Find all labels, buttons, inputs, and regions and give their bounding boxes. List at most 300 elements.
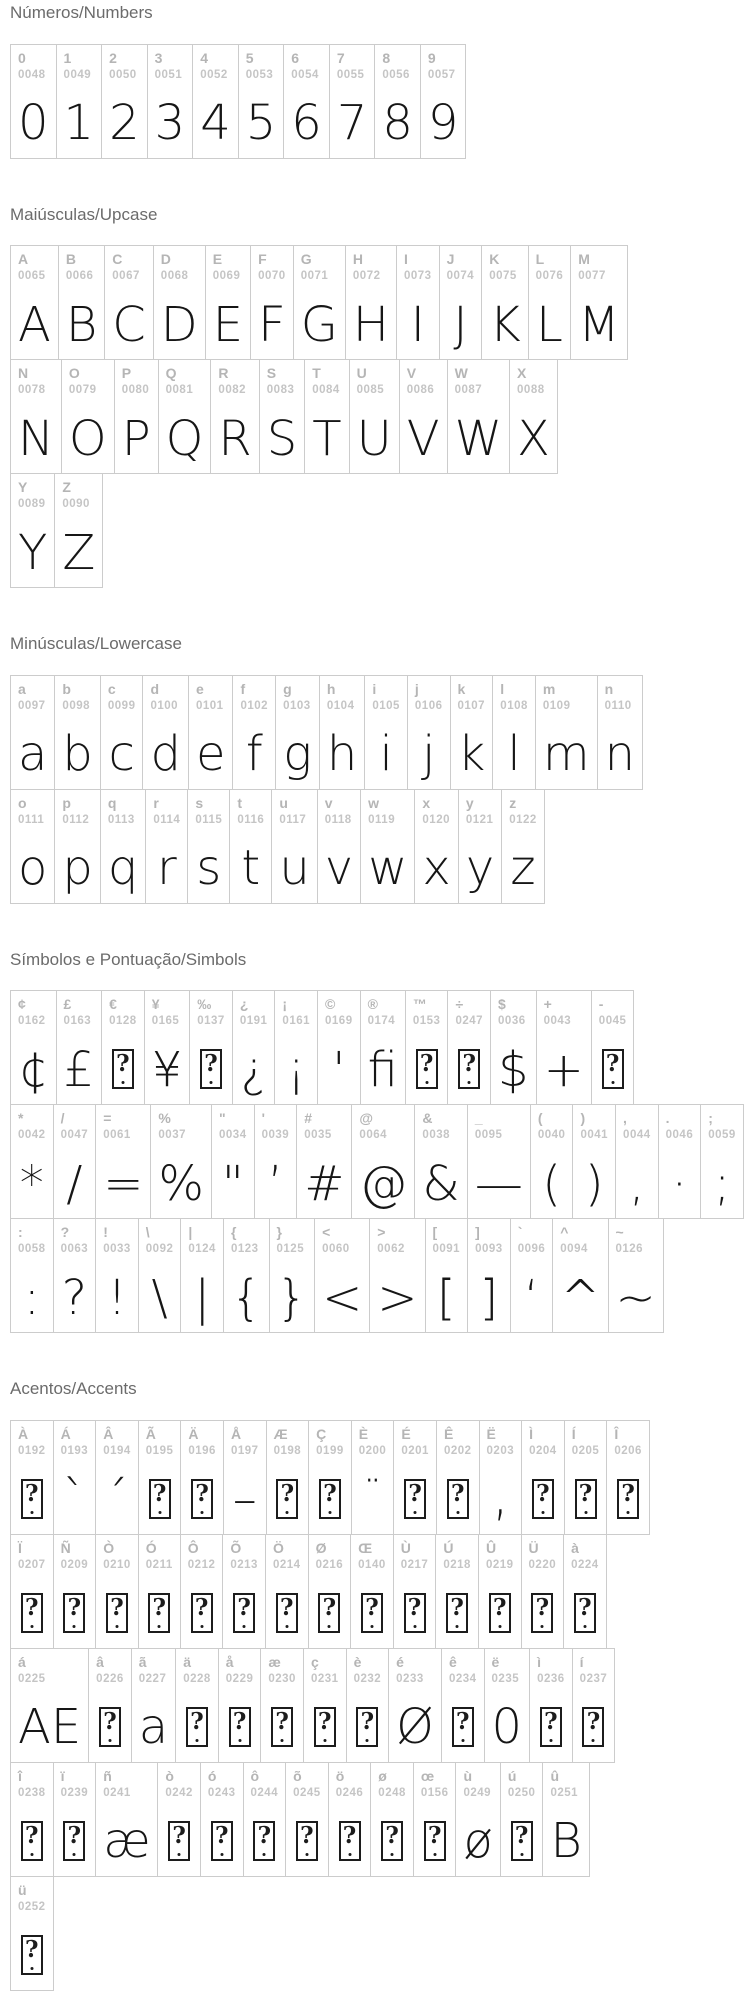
cell-char-label: Œ <box>358 1539 373 1556</box>
cell-char-label: $ <box>498 996 507 1013</box>
cell-glyph: x <box>422 840 451 897</box>
cell-glyph: < <box>322 1269 363 1326</box>
character-cell <box>572 1648 616 1763</box>
cell-char-label: ä <box>183 1653 192 1670</box>
cell-glyph: / <box>66 1155 83 1212</box>
cell-char-label: õ <box>293 1767 303 1784</box>
cell-code-label: 0062 <box>377 1243 405 1256</box>
notdef-box: ? <box>424 1821 446 1861</box>
cell-code-label: 0242 <box>165 1786 193 1799</box>
cell-glyph: $ <box>498 1041 529 1098</box>
cell-glyph: 0 <box>491 1699 523 1756</box>
notdef-box: ? <box>356 1707 378 1747</box>
cell-code-label: 0228 <box>183 1672 211 1685</box>
cell-code-label: 0250 <box>507 1786 536 1799</box>
character-cell <box>147 44 194 159</box>
glyph-row <box>10 359 557 474</box>
cell-char-label: R <box>218 365 230 382</box>
cell-code-label: 0063 <box>60 1243 89 1256</box>
cell-code-label: 0229 <box>225 1672 254 1685</box>
cell-glyph: 5 <box>245 94 277 151</box>
character-cell <box>308 1420 352 1535</box>
character-cell <box>53 1420 97 1535</box>
notdef-box: ? <box>253 1821 275 1861</box>
cell-code-label: 0211 <box>145 1558 173 1571</box>
cell-char-label: Â <box>103 1425 114 1442</box>
cell-glyph: ø <box>463 1813 493 1870</box>
notdef-box: ? <box>186 1707 208 1747</box>
cell-code-label: 0068 <box>160 270 189 283</box>
cell-char-label: ü <box>18 1881 28 1898</box>
cell-char-label: Ù <box>400 1539 412 1556</box>
cell-glyph: ’ <box>267 1155 284 1212</box>
cell-code-label: 0089 <box>18 498 46 511</box>
cell-glyph: B <box>550 1813 582 1870</box>
character-cell <box>254 1104 298 1219</box>
cell-glyph: 8 <box>382 94 413 151</box>
cell-code-label: 0202 <box>443 1444 472 1457</box>
cell-char-label: ò <box>165 1767 175 1784</box>
notdef-box: ? <box>296 1821 318 1861</box>
glyph-row <box>10 1762 589 1877</box>
cell-code-label: 0224 <box>571 1558 599 1571</box>
character-cell <box>530 1104 574 1219</box>
cell-code-label: 0037 <box>158 1129 186 1142</box>
cell-code-label: 0095 <box>474 1129 503 1142</box>
cell-char-label: Ë <box>486 1425 497 1442</box>
character-cell <box>10 990 57 1105</box>
cell-code-label: 0231 <box>310 1672 339 1685</box>
cell-glyph: – <box>232 1471 257 1528</box>
notdef-box: ? <box>452 1707 474 1747</box>
character-cell <box>563 1534 607 1649</box>
cell-char-label: ¢ <box>18 996 27 1013</box>
cell-glyph: Q <box>165 410 204 467</box>
character-cell <box>388 1648 442 1763</box>
cell-char-label: ` <box>517 1224 523 1241</box>
glyph-grid-lowercase <box>10 675 642 904</box>
cell-code-label: 0209 <box>60 1558 89 1571</box>
notdef-box: ? <box>617 1479 639 1519</box>
character-cell <box>232 675 276 790</box>
cell-glyph: u <box>279 840 310 897</box>
character-cell <box>564 1420 608 1535</box>
cell-char-label: ë <box>491 1653 500 1670</box>
character-cell <box>269 1218 316 1333</box>
character-cell <box>396 245 440 360</box>
character-cell <box>492 675 536 790</box>
cell-char-label: k <box>457 680 466 697</box>
character-cell <box>490 990 537 1105</box>
cell-char-label: É <box>401 1425 412 1442</box>
cell-char-label: v <box>324 794 334 811</box>
cell-char-label: è <box>353 1653 362 1670</box>
character-cell <box>450 675 494 790</box>
cell-glyph: g <box>283 726 312 783</box>
notdef-box: ? <box>404 1593 426 1633</box>
cell-code-label: 0108 <box>500 699 528 712</box>
cell-char-label: ï <box>60 1767 65 1784</box>
character-cell <box>360 990 406 1105</box>
notdef-box: ? <box>602 1049 624 1089</box>
cell-code-label: 0065 <box>18 270 46 283</box>
cell-code-label: 0038 <box>422 1129 451 1142</box>
cell-glyph: V <box>406 410 440 467</box>
cell-code-label: 0094 <box>560 1243 588 1256</box>
character-cell <box>54 675 100 790</box>
character-cell <box>10 1420 54 1535</box>
glyph-row <box>10 1876 53 1991</box>
cell-char-label: î <box>18 1767 23 1784</box>
character-cell <box>131 1648 176 1763</box>
cell-glyph: a <box>138 1699 169 1756</box>
character-cell <box>180 1534 224 1649</box>
cell-char-label: í <box>579 1653 585 1670</box>
cell-code-label: 0245 <box>293 1786 321 1799</box>
cell-glyph: " <box>221 1155 244 1212</box>
cell-code-label: 0093 <box>475 1243 503 1256</box>
glyph-grid-symbols <box>10 990 743 1333</box>
cell-char-label: Ü <box>528 1539 540 1556</box>
cell-glyph: M <box>578 296 620 353</box>
character-cell <box>425 1218 469 1333</box>
cell-glyph: # <box>304 1155 345 1212</box>
cell-char-label: F <box>258 251 268 268</box>
cell-code-label: 0049 <box>63 68 92 81</box>
cell-char-label: V <box>406 365 417 382</box>
cell-code-label: 0092 <box>145 1243 174 1256</box>
cell-code-label: 0081 <box>165 384 194 397</box>
cell-glyph: } <box>276 1269 308 1326</box>
character-cell <box>393 1534 437 1649</box>
cell-code-label: 0248 <box>378 1786 406 1799</box>
cell-code-label: 0039 <box>261 1129 290 1142</box>
cell-glyph: o <box>18 840 48 897</box>
cell-char-label: G <box>300 251 313 268</box>
cell-glyph: S <box>266 410 298 467</box>
cell-code-label: 0226 <box>96 1672 124 1685</box>
cell-char-label: Ú <box>443 1539 454 1556</box>
cell-code-label: 0238 <box>18 1786 46 1799</box>
cell-glyph: F <box>258 296 286 353</box>
cell-code-label: 0053 <box>245 68 274 81</box>
section-lowercase <box>10 634 661 904</box>
character-cell <box>479 1420 523 1535</box>
section-heading-symbols: Símbolos e Pontuação/Simbols <box>10 949 247 969</box>
cell-code-label: 0083 <box>266 384 295 397</box>
cell-glyph: s <box>196 840 222 897</box>
character-cell <box>53 1104 97 1219</box>
cell-glyph: [ <box>436 1269 456 1326</box>
cell-char-label: x <box>422 794 431 811</box>
cell-glyph: ` <box>62 1471 87 1528</box>
character-cell <box>314 1218 370 1333</box>
notdef-box: ? <box>21 1593 43 1633</box>
notdef-box: ? <box>148 1593 170 1633</box>
cell-glyph: ¨ <box>360 1471 385 1528</box>
character-cell <box>88 1648 132 1763</box>
character-cell <box>138 1420 182 1535</box>
character-cell <box>283 44 330 159</box>
cell-code-label: 0156 <box>420 1786 449 1799</box>
cell-glyph: > <box>377 1269 418 1326</box>
cell-char-label: 6 <box>291 49 300 66</box>
character-cell <box>10 1104 54 1219</box>
cell-char-label: ‰ <box>197 996 212 1013</box>
cell-char-label: - <box>598 996 604 1013</box>
cell-code-label: 0163 <box>63 1015 92 1028</box>
cell-code-label: 0091 <box>432 1243 461 1256</box>
glyph-row <box>10 990 633 1105</box>
notdef-box: ? <box>489 1593 511 1633</box>
notdef-box: ? <box>149 1479 171 1519</box>
cell-glyph: ' <box>332 1041 346 1098</box>
character-cell <box>608 1218 664 1333</box>
cell-char-label: ó <box>207 1767 217 1784</box>
cell-code-label: 0054 <box>291 68 319 81</box>
character-cell <box>481 245 528 360</box>
cell-glyph: O <box>68 410 107 467</box>
section-uppercase <box>10 205 661 589</box>
glyph-grid-uppercase <box>10 245 627 588</box>
glyph-row <box>10 675 642 790</box>
cell-code-label: 0227 <box>138 1672 167 1685</box>
cell-char-label: Y <box>18 479 28 496</box>
character-cell <box>101 990 145 1105</box>
notdef-box: ? <box>574 1593 596 1633</box>
cell-glyph: @ <box>359 1155 408 1212</box>
cell-code-label: 0217 <box>400 1558 429 1571</box>
cell-glyph: { <box>230 1269 262 1326</box>
notdef-box: ? <box>531 1593 553 1633</box>
cell-code-label: 0174 <box>367 1015 396 1028</box>
cell-glyph: j <box>422 726 436 783</box>
character-cell <box>360 789 415 904</box>
character-cell <box>10 789 55 904</box>
cell-code-label: 0197 <box>230 1444 259 1457</box>
character-cell <box>10 675 55 790</box>
cell-char-label: } <box>276 1224 283 1241</box>
cell-char-label: ì <box>537 1653 542 1670</box>
cell-code-label: 0105 <box>372 699 400 712</box>
character-cell <box>570 245 627 360</box>
notdef-box: ? <box>99 1707 121 1747</box>
character-cell <box>138 1534 181 1649</box>
section-heading-uppercase: Maiúsculas/Upcase <box>10 204 158 224</box>
cell-char-label: 7 <box>336 49 346 66</box>
character-cell <box>180 1420 224 1535</box>
character-cell <box>317 990 361 1105</box>
cell-char-label: á <box>18 1653 27 1670</box>
character-cell <box>53 1534 97 1649</box>
cell-code-label: 0079 <box>68 384 97 397</box>
glyph-row <box>10 1534 606 1649</box>
cell-char-label: Å <box>230 1425 242 1442</box>
character-cell <box>180 1218 224 1333</box>
cell-char-label: U <box>356 365 368 382</box>
character-cell <box>447 359 510 474</box>
character-cell <box>478 1534 522 1649</box>
cell-char-label: B <box>65 251 77 268</box>
cell-code-label: 0251 <box>550 1786 579 1799</box>
cell-char-label: Ó <box>145 1539 158 1556</box>
cell-char-label: [ <box>432 1224 438 1241</box>
cell-glyph: y <box>465 840 495 897</box>
cell-char-label: ™ <box>412 996 428 1013</box>
cell-char-label: S <box>266 365 277 382</box>
cell-code-label: 0052 <box>200 68 228 81</box>
cell-code-label: 0210 <box>103 1558 131 1571</box>
cell-code-label: 0235 <box>491 1672 520 1685</box>
cell-code-label: 0212 <box>187 1558 216 1571</box>
cell-code-label: 0161 <box>282 1015 311 1028</box>
character-cell <box>10 44 57 159</box>
cell-char-label: O <box>68 365 81 382</box>
cell-code-label: 0114 <box>153 813 181 826</box>
cell-char-label: ¡ <box>282 996 288 1013</box>
cell-char-label: \ <box>145 1224 151 1241</box>
cell-char-label: > <box>377 1224 386 1241</box>
cell-glyph: · <box>671 1155 688 1212</box>
character-cell <box>222 1534 266 1649</box>
cell-char-label: Á <box>60 1425 72 1442</box>
cell-code-label: 0040 <box>537 1129 566 1142</box>
cell-code-label: 0085 <box>356 384 385 397</box>
character-cell <box>351 1420 395 1535</box>
cell-code-label: 0076 <box>535 270 564 283</box>
cell-char-label: J <box>446 251 455 268</box>
cell-code-label: 0057 <box>427 68 456 81</box>
cell-glyph: p <box>62 840 93 897</box>
character-cell <box>95 1104 151 1219</box>
section-heading-numbers: Números/Numbers <box>10 3 153 22</box>
cell-char-label: Ñ <box>60 1539 72 1556</box>
cell-glyph: T <box>312 410 342 467</box>
cell-code-label: 0044 <box>623 1129 651 1142</box>
cell-char-label: Õ <box>230 1539 242 1556</box>
character-cell <box>529 1648 573 1763</box>
cell-char-label: f <box>240 680 246 697</box>
cell-code-label: 0244 <box>250 1786 279 1799</box>
glyph-row <box>10 245 627 360</box>
cell-glyph: G <box>300 296 338 353</box>
cell-char-label: Æ <box>273 1425 289 1442</box>
cell-glyph: 9 <box>427 94 459 151</box>
cell-char-label: Ê <box>443 1425 454 1442</box>
cell-code-label: 0206 <box>614 1444 642 1457</box>
cell-char-label: m <box>542 680 556 697</box>
cell-code-label: 0100 <box>150 699 179 712</box>
cell-glyph: H <box>352 296 389 353</box>
cell-code-label: 0233 <box>396 1672 424 1685</box>
cell-glyph: W <box>454 410 503 467</box>
character-cell <box>509 359 558 474</box>
cell-char-label: È <box>358 1425 369 1442</box>
section-heading-lowercase: Minúsculas/Lowercase <box>10 634 182 654</box>
notdef-box: ? <box>416 1049 438 1089</box>
character-cell <box>484 1648 531 1763</box>
cell-glyph: h <box>326 726 358 783</box>
cell-char-label: å <box>225 1653 235 1670</box>
cell-glyph: * <box>19 1155 44 1212</box>
notdef-box: ? <box>63 1821 85 1861</box>
character-cell <box>328 1762 372 1877</box>
cell-code-label: 0196 <box>188 1444 216 1457</box>
cell-glyph: k <box>457 726 486 783</box>
cell-code-label: 0200 <box>358 1444 387 1457</box>
character-cell <box>435 1534 479 1649</box>
cell-code-label: 0125 <box>276 1243 305 1256</box>
cell-code-label: 0121 <box>465 813 494 826</box>
cell-code-label: 0249 <box>463 1786 492 1799</box>
cell-code-label: 0064 <box>359 1129 388 1142</box>
character-cell <box>175 1648 219 1763</box>
character-cell <box>346 1648 390 1763</box>
character-cell <box>158 359 212 474</box>
cell-char-label: z <box>509 794 517 811</box>
cell-glyph: 4 <box>200 94 231 151</box>
character-cell <box>54 473 103 588</box>
character-cell <box>101 44 148 159</box>
character-cell <box>345 245 397 360</box>
cell-glyph: c <box>108 726 135 783</box>
cell-char-label: & <box>422 1110 434 1127</box>
cell-code-label: 0204 <box>529 1444 557 1457</box>
cell-char-label: 5 <box>245 49 255 66</box>
character-cell <box>10 1762 54 1877</box>
character-cell <box>350 1534 394 1649</box>
cell-char-label: é <box>396 1653 405 1670</box>
cell-code-label: 0055 <box>336 68 365 81</box>
cell-glyph: P <box>121 410 151 467</box>
character-cell <box>441 1648 485 1763</box>
cell-char-label: ® <box>367 996 379 1013</box>
notdef-box: ? <box>381 1821 403 1861</box>
character-cell <box>317 789 361 904</box>
cell-code-label: 0207 <box>18 1558 46 1571</box>
cell-code-label: 0107 <box>457 699 486 712</box>
character-cell <box>536 990 592 1105</box>
cell-char-label: " <box>219 1110 227 1127</box>
character-cell <box>10 245 59 360</box>
character-cell <box>597 675 643 790</box>
cell-glyph: n <box>604 726 636 783</box>
cell-code-label: 0073 <box>404 270 432 283</box>
cell-glyph: Y <box>18 524 48 581</box>
character-cell <box>218 1648 262 1763</box>
cell-glyph: ¥ <box>151 1041 183 1098</box>
character-cell <box>274 990 318 1105</box>
character-cell <box>211 1104 255 1219</box>
cell-char-label: ê <box>448 1653 458 1670</box>
notdef-box: ? <box>168 1821 190 1861</box>
cell-glyph: ? <box>61 1269 88 1326</box>
cell-char-label: < <box>322 1224 331 1241</box>
cell-glyph: £ <box>63 1041 95 1098</box>
character-cell <box>436 1420 480 1535</box>
glyph-row <box>10 789 544 904</box>
cell-glyph: i <box>379 726 393 783</box>
cell-code-label: 0061 <box>103 1129 131 1142</box>
cell-char-label: ¥ <box>151 996 160 1013</box>
cell-code-label: 0112 <box>62 813 90 826</box>
character-cell <box>10 1876 54 1991</box>
glyph-row <box>10 1420 649 1535</box>
cell-char-label: W <box>454 365 469 382</box>
cell-code-label: 0128 <box>109 1015 137 1028</box>
cell-glyph: 1 <box>63 94 95 151</box>
cell-glyph: K <box>489 296 521 353</box>
